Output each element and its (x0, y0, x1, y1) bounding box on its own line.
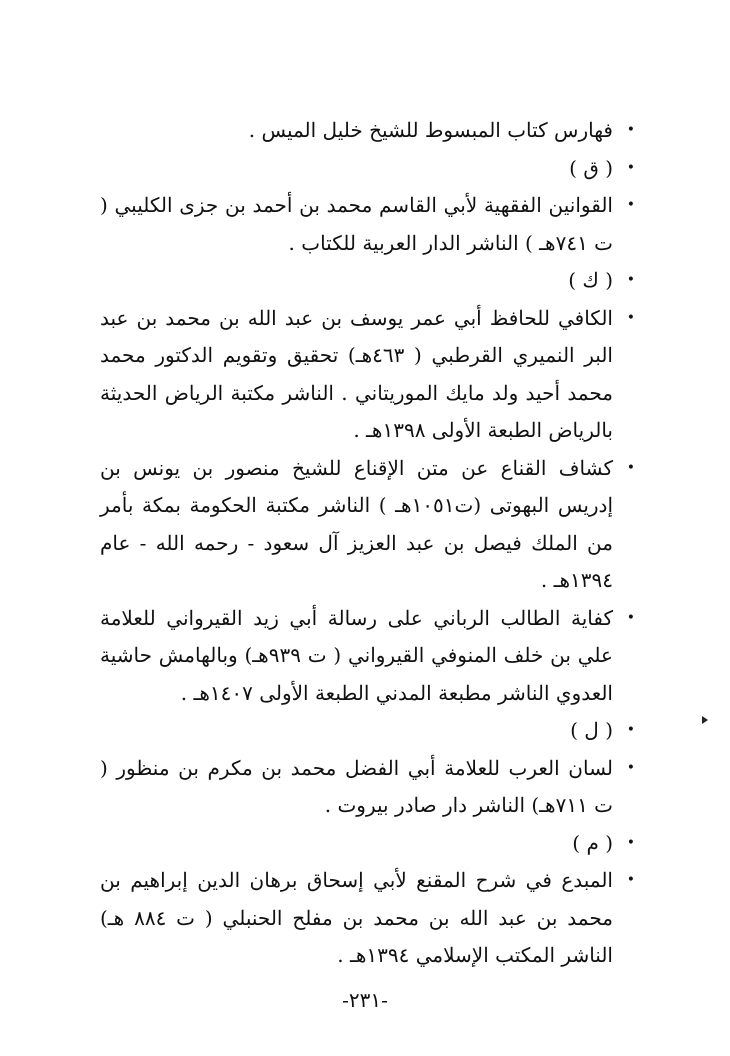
bullet-point: • (626, 309, 635, 326)
bibliography-entry-lisan (100, 750, 635, 825)
bibliography-entry-kafi (100, 300, 635, 450)
margin-arrow-icon (702, 716, 708, 724)
bullet-point: • (626, 122, 635, 138)
section-header-mim (100, 825, 635, 863)
entry-text: كفاية الطالب الرباني على رسالة أبي زيد القيرواني للعلامة علي بن خلف المنوفي القيرواني ( ت ٩٣٩هـ) وبالهامش حاشية العدوي الناشر مطبعة المدني الطبعة الأولى ١٤٠٧هـ . (100, 605, 613, 705)
section-letter: ( ك ) (568, 268, 613, 292)
bullet-point: • (626, 722, 635, 738)
entry-text: القوانين الفقهية لأبي القاسم محمد بن أحمد بن جزى الكليبي ( ت ٧٤١هـ ) الناشر الدار العربية للكتاب . (100, 193, 613, 255)
bibliography-entry-qawanin (100, 187, 635, 262)
bullet-point: • (626, 159, 635, 176)
section-header-lam (100, 712, 635, 750)
bibliography-entry-kifayat (100, 600, 635, 713)
entry-text: المبدع في شرح المقنع لأبي إسحاق برهان الدين إبراهيم بن محمد بن عبد الله بن محمد بن مفلح الحنبلي ( ت ٨٨٤ هـ) الناشر المكتب الإسلامي ١٣٩٤هـ . (100, 868, 613, 967)
bullet-point: • (626, 834, 635, 851)
section-header-qaf (100, 150, 635, 188)
entry-text: الكافي للحافظ أبي عمر يوسف بن عبد الله بن محمد بن عبد البر النميري القرطبي ( ٤٦٣هـ) تحقيق وتقويم الدكتور محمد محمد أحيد ولد مايك الموريتاني . الناشر مكتبة الرياض الحديثة بالرياض الطبعة الأولى ١٣٩٨هـ . (100, 305, 613, 442)
section-header-kaf (100, 262, 635, 300)
entry-text: فهارس كتاب المبسوط للشيخ خليل الميس . (248, 118, 613, 142)
section-letter: ( ل ) (570, 718, 613, 742)
entry-text: لسان العرب للعلامة أبي الفضل محمد بن مكرم بن منظور ( ت ٧١١هـ) الناشر دار صادر بيروت . (100, 755, 613, 817)
bullet-point: • (626, 197, 635, 213)
section-letter: ( م ) (572, 830, 613, 855)
bullet-point: • (626, 459, 635, 476)
entry-text: كشاف القناع عن متن الإقناع للشيخ منصور بن يونس بن إدريس البهوتى (ت١٠٥١هـ ) الناشر مكتبة الحكومة بمكة بأمر من الملك فيصل بن عبد العزيز آل سعود - رحمه الله - عام ١٣٩٤هـ . (100, 455, 613, 592)
bibliography-entry-mubdi (100, 862, 635, 975)
bullet-point: • (626, 759, 635, 776)
bibliography-entry-mabsut-index (100, 112, 635, 150)
bullet-point: • (626, 872, 635, 888)
section-letter: ( ق ) (569, 155, 613, 180)
bibliography-list (100, 112, 635, 975)
bullet-point: • (626, 272, 635, 288)
bibliography-entry-kashshaf (100, 450, 635, 600)
bullet-point: • (626, 609, 635, 626)
page-number: -٢٣١- (342, 988, 388, 1012)
